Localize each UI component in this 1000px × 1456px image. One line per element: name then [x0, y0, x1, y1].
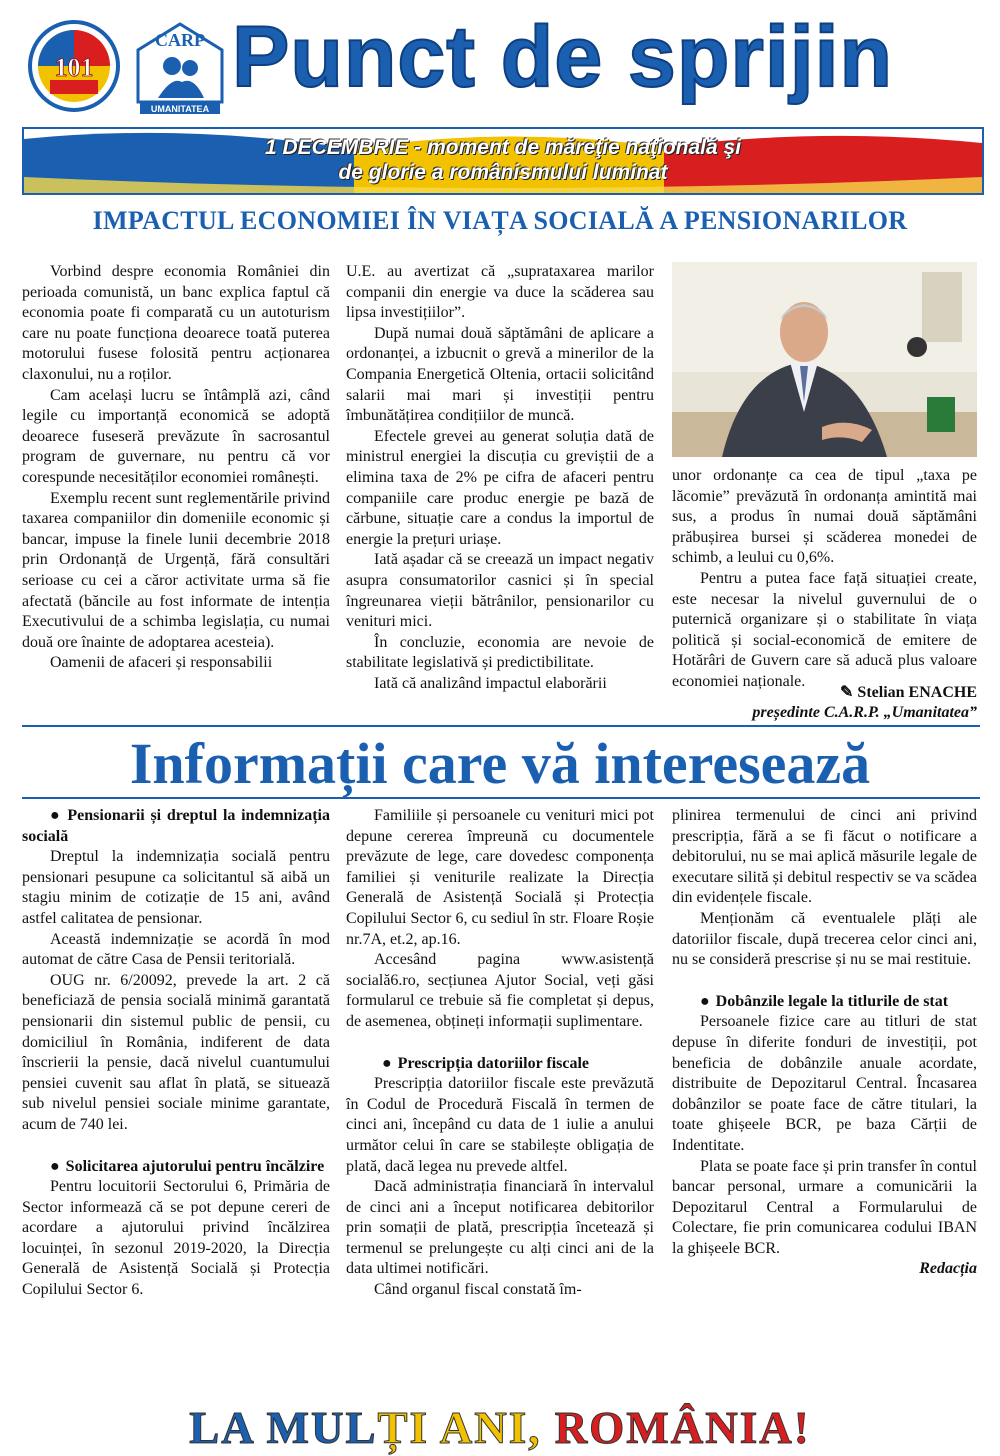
section-headline: Informații care vă interesează [129, 731, 871, 796]
paragraph: Familiile și persoanele cu venituri mici pot depune cererea împreună cu documentele prevăzute de lege, care dovedesc componența familiei și veniturile realizate la Direcția Generală de Asistență Socială și Protecția Copilului Sector 6, cu sediul în str. Floare Roșie nr.7A, et.2, ap.16. [346, 807, 654, 948]
slogan-part-red: ROMÂNIA! [554, 1403, 811, 1453]
divider [22, 797, 980, 799]
author-photo [672, 262, 977, 457]
paragraph: Accesând pagina www.asistență socială6.ro, secțiunea Ajutor Social, veți găsi formularul ce trebuie să fie completat și depus, de asemenea, obțineți informații suplimentare. [346, 951, 654, 1030]
article-column-1 [22, 262, 330, 674]
subheading: ● Pensionarii și dreptul la indemnizația socială [22, 807, 330, 845]
masthead-title: Punct de sprijin [232, 9, 894, 105]
paragraph: Dacă administrația financiară în intervalul de cinci ani a început notificarea debitorilor prin somații de plată, prescripția încetează și termenul se prelungește cu alți cinci ani de la data ultimei notificări. [346, 1178, 654, 1278]
paragraph: Vorbind despre economia României din perioada comunistă, un banc explica faptul că economia poate fi comparată cu un autoturism care nu poate funcționa deoarece toată puterea motorului fusese folosită pentru acționarea claxonului, nu a roților. [22, 263, 330, 383]
centenary-logo [20, 20, 128, 112]
author-name: Stelian ENACHE [857, 684, 977, 701]
bullet-icon: ● [700, 992, 710, 1010]
slogan-part-yellow: ȚI ANI, [377, 1403, 555, 1453]
bullet-icon: ● [382, 1054, 392, 1072]
slogan-part-blue: LA MUL [189, 1403, 378, 1453]
info-column-1 [22, 806, 330, 1301]
bullet-icon: ● [50, 807, 62, 824]
banner-line-2: de glorie a românismului luminat [338, 161, 668, 184]
paragraph: Iată așadar că se creează un impact negativ asupra consumatorilor casnici și în special îngreunarea vieții bătrânilor, pensionarilor cu venituri mici. [346, 551, 654, 631]
paragraph: După numai două săptămâni de aplicare a ordonanței, a izbucnit o grevă a minerilor de la Compania Energetică Oltenia, ortacii solicitând salarii mai mari și investiții pentru îmbunătățirea condițiilor de muncă. [346, 324, 654, 425]
paragraph: Persoanele fizice care au titluri de stat depuse în diferite fonduri de investiții, pot beneficia de dobânzile anuale acordate, distribuite de Depozitarul Central. Încasarea dobânzilor se poate face de către titulari, la toate ghișeele BCR, pe baza Cărții de Indentitate. [672, 1013, 977, 1154]
bullet-icon: ● [50, 1157, 60, 1175]
paragraph: unor ordonanțe ca cea de tipul „taxa pe lăcomie” prevăzută în ordonanța amintită mai sus, a produs în numai două săptămâni prăbușirea bursei și scăderea monedei de schimb, a leului cu 0,6%. [672, 467, 977, 567]
paragraph: Efectele grevei au generat soluția dată de ministrul energiei la discuția cu greviștii de a elimina taxa de 2% pe cifra de afaceri pentru companiile care produc energie pe bază de cărbune, situație care a condus la importul de energie la prețuri uriașe. [346, 427, 654, 548]
subheading: ● Prescripția datoriilor fiscale [382, 1054, 590, 1072]
paragraph: plinirea termenului de cinci ani privind prescripția, fără a se fi făcut o notificare a debitorului, nu se mai aplică măsurile legale de executare silită și debitul respectiv se va scădea din evidențele fiscale. [672, 807, 977, 907]
paragraph: Iată că analizând impactul elaborării [374, 674, 607, 692]
subheading: ● Dobânzile legale la titlurile de stat [700, 992, 949, 1010]
paragraph: Pentru a putea face față situației create, este necesar la nivelul guvernului de o puternică organizare și o stabilitate în viața politică și social-economică de emitere de Hotărâri de Guvern care să aducă plus valoare economiei naționale. [672, 569, 977, 690]
paragraph: Această indemnizație se acordă în mod automat de către Casa de Pensii teritorială. [22, 930, 330, 969]
paragraph: Cam același lucru se întâmplă azi, când legile cu importanță economică se adoptă deoarece fuseseră prevăzute în sacrosantul program de guvernare, nu pentru că vor corespunde necesităților economiei românești. [22, 386, 330, 486]
paragraph: Pentru locuitorii Sectorului 6, Primăria de Sector informează că se pot depune cereri de acordare a ajutorului privind încălzirea locuinței, în sezonul 2019-2020, la Direcția Generală de Asistență Socială și Protecția Copilului Sector 6. [22, 1178, 330, 1299]
banner-line-1: 1 DECEMBRIE - moment de măreţie naţională şi [264, 136, 742, 159]
carp-umanitatea-logo [136, 22, 224, 114]
paragraph: OUG nr. 6/20092, prevede la art. 2 că beneficiază de pensia socială minimă garantată pensionarii din sistemul public de pensii, cu domiciliul în România, indiferent de data înscrierii la pensie, dacă nivelul cuantumului pensiei cuvenit sau aflat în plată, se situează sub nivelul pensiei sociale minime garantate, acum de 740 lei. [22, 971, 330, 1133]
article-column-2 [346, 262, 654, 694]
paragraph: Dreptul la indemnizația socială pentru pensionari pesupune ca solicitantul să aibă un stagiu minim de cotizație de 15 ani, având astfel calitatea de pensionar. [22, 848, 330, 927]
editorial-signature: Redacția [919, 1260, 977, 1278]
svg-text:CARP: CARP [155, 30, 205, 50]
author-signature [672, 683, 977, 723]
paragraph: Exemplu recent sunt reglementările privind taxarea companiilor din domeniile economic și bancar, impuse la finele lunii decembrie 2018 prin Ordonanță de Urgență, fără consultări serioase cu cei a căror activitate urma să fie afectată (băncile au fost informate de intenția Executivului de a schimba legislația, cu numai două ore înainte de adoptarea acesteia). [22, 489, 330, 651]
svg-text:101: 101 [54, 53, 94, 82]
article-column-3 [672, 466, 977, 693]
paragraph: Menționăm că eventualele plăți ale datoriilor fiscale, după trecerea celor cinci ani, nu se consideră prescrise și nu se mai restituie. [672, 909, 977, 969]
author-role: președinte C.A.R.P. „Umanitatea” [752, 704, 977, 721]
svg-text:UMANITATEA: UMANITATEA [150, 104, 210, 114]
article-headline: IMPACTUL ECONOMIEI ÎN VIAȚA SOCIALĂ A PENSIONARILOR [92, 206, 908, 235]
paragraph: Când organul fiscal constată îm- [374, 1281, 582, 1299]
paragraph: Oamenii de afaceri și responsabilii [50, 654, 273, 672]
paragraph: Plata se poate face și prin transfer în contul bancar personal, urmare a comunicării la Depozitarul Central a Formularului de Colectare, fie prin comunicarea codului IBAN la ghișeele BCR. [672, 1157, 977, 1257]
subheading: ● Solicitarea ajutorului pentru încălzire [50, 1157, 325, 1175]
paragraph: U.E. au avertizat că „suprataxarea marilor companii din energie va duce la scăderea sau lipsa investițiilor”. [346, 263, 654, 322]
paragraph: În concluzie, economia are nevoie de stabilitate legislativă și predictibilitate. [346, 633, 654, 672]
pen-icon: ✎ [840, 684, 858, 701]
flag-banner [22, 127, 984, 195]
info-column-3 [672, 806, 977, 1280]
info-column-2 [346, 806, 654, 1301]
paragraph: Prescripția datoriilor fiscale este prevăzută în Codul de Procedură Fiscală în termen de cinci ani, începând cu data de 1 iulie a anului următor celui în care se stabilește obligația de plată, dacă legea nu prevede altfel. [346, 1075, 654, 1175]
